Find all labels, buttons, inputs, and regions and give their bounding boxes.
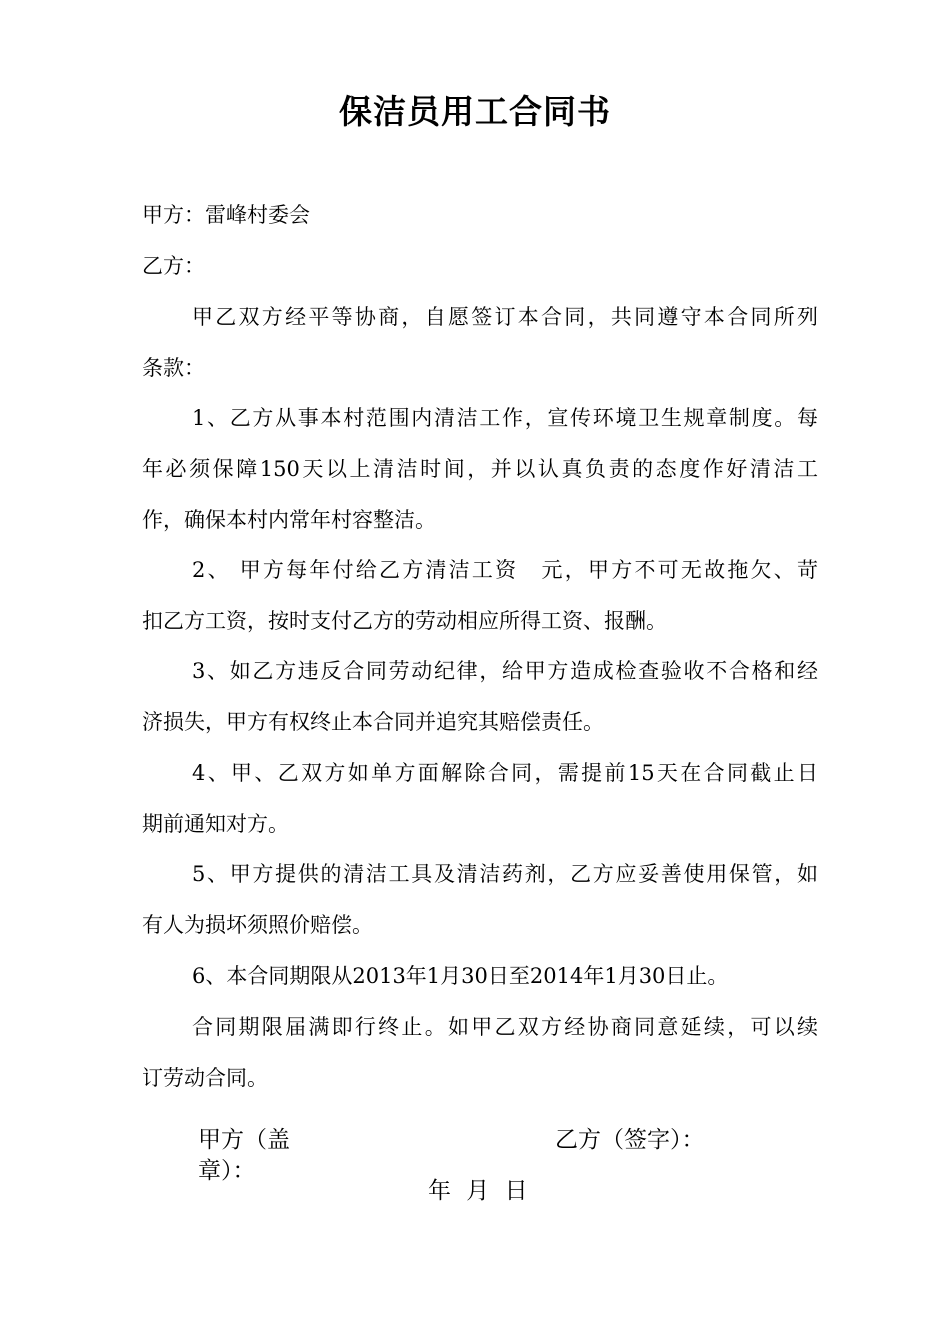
- clause-4-line-1: 4、甲、乙双方如单方面解除合同，需提前15天在合同截止日: [192, 761, 818, 785]
- intro-line-2: 条款：: [142, 356, 205, 380]
- clause-1-line-2: 年必须保障150天以上清洁时间，并以认真负责的态度作好清洁工: [142, 457, 818, 481]
- party-b-signature-label: 乙方（签字）：: [555, 1127, 705, 1153]
- closing-line-2: 订劳动合同。: [142, 1066, 268, 1090]
- party-a-signature-label-1: 甲方（盖: [198, 1127, 290, 1153]
- clause-5-line-1: 5、甲方提供的清洁工具及清洁药剂，乙方应妥善使用保管，如: [192, 862, 818, 886]
- clause-3-line-1: 3、如乙方违反合同劳动纪律，给甲方造成检查验收不合格和经: [192, 659, 818, 683]
- clause-3-line-2: 济损失，甲方有权终止本合同并追究其赔偿责任。: [142, 710, 604, 734]
- clause-2-line-2: 扣乙方工资，按时支付乙方的劳动相应所得工资、报酬。: [142, 609, 667, 633]
- party-b-line: 乙方：: [142, 254, 205, 278]
- closing-line-1: 合同期限届满即行终止。如甲乙双方经协商同意延续，可以续: [192, 1015, 818, 1039]
- intro-line-1: 甲乙双方经平等协商，自愿签订本合同，共同遵守本合同所列: [192, 305, 818, 329]
- party-a-signature-label-2: 章）：: [198, 1158, 256, 1184]
- clause-1-line-3: 作，确保本村内常年村容整洁。: [142, 508, 436, 532]
- signature-date: 年 月 日: [428, 1178, 532, 1204]
- party-a-line: 甲方：雷峰村委会: [142, 203, 310, 227]
- clause-2-line-1: 2、 甲方每年付给乙方清洁工资 元，甲方不可无故拖欠、苛: [192, 558, 818, 582]
- clause-1-line-1: 1、乙方从事本村范围内清洁工作，宣传环境卫生规章制度。每: [192, 406, 818, 430]
- clause-4-line-2: 期前通知对方。: [142, 812, 289, 836]
- clause-6-line-1: 6、本合同期限从2013年1月30日至2014年1月30日止。: [192, 964, 729, 988]
- clause-5-line-2: 有人为损坏须照价赔偿。: [142, 913, 373, 937]
- document-title: 保洁员用工合同书: [339, 92, 611, 131]
